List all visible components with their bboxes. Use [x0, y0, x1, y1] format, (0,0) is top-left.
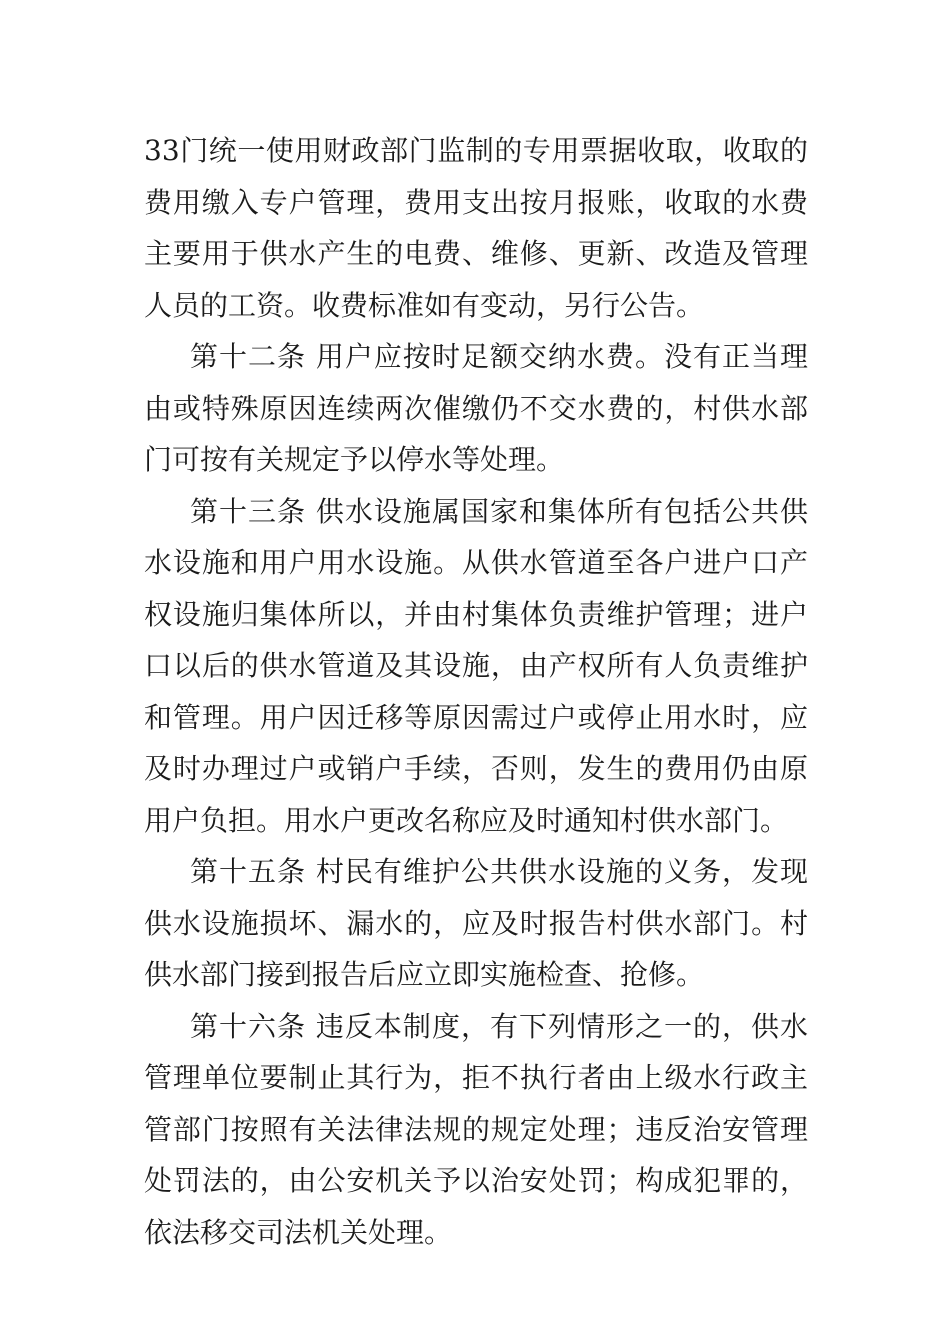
- document-body: [144, 125, 808, 1258]
- paragraph-article-16: 第十六条 违反本制度，有下列情形之一的，供水管理单位要制止其行为，拒不执行者由上级水行政主管部门按照有关法律法规的规定处理；违反治安管理处罚法的，由公安机关予以治安处罚；构成犯罪的，依法移交司法机关处理。: [144, 1009, 808, 1249]
- paragraph-continuation: 33门统一使用财政部门监制的专用票据收取，收取的费用缴入专户管理，费用支出按月报账，收取的水费主要用于供水产生的电费、维修、更新、改造及管理人员的工资。收费标准如有变动，另行公告。: [144, 134, 808, 322]
- paragraph-article-12: 第十二条 用户应按时足额交纳水费。没有正当理由或特殊原因连续两次催缴仍不交水费的，村供水部门可按有关规定予以停水等处理。: [144, 340, 808, 476]
- paragraph-article-13: 第十三条 供水设施属国家和集体所有包括公共供水设施和用户用水设施。从供水管道至各户进户口产权设施归集体所以，并由村集体负责维护管理；进户口以后的供水管道及其设施，由产权所有人负责维护和管理。用户因迁移等原因需过户或停止用水时，应及时办理过户或销户手续，否则，发生的费用仍由原用户负担。用水户更改名称应及时通知村供水部门。: [144, 494, 808, 837]
- paragraph-article-15: 第十五条 村民有维护公共供水设施的义务，发现供水设施损坏、漏水的，应及时报告村供水部门。村供水部门接到报告后应立即实施检查、抢修。: [144, 855, 808, 991]
